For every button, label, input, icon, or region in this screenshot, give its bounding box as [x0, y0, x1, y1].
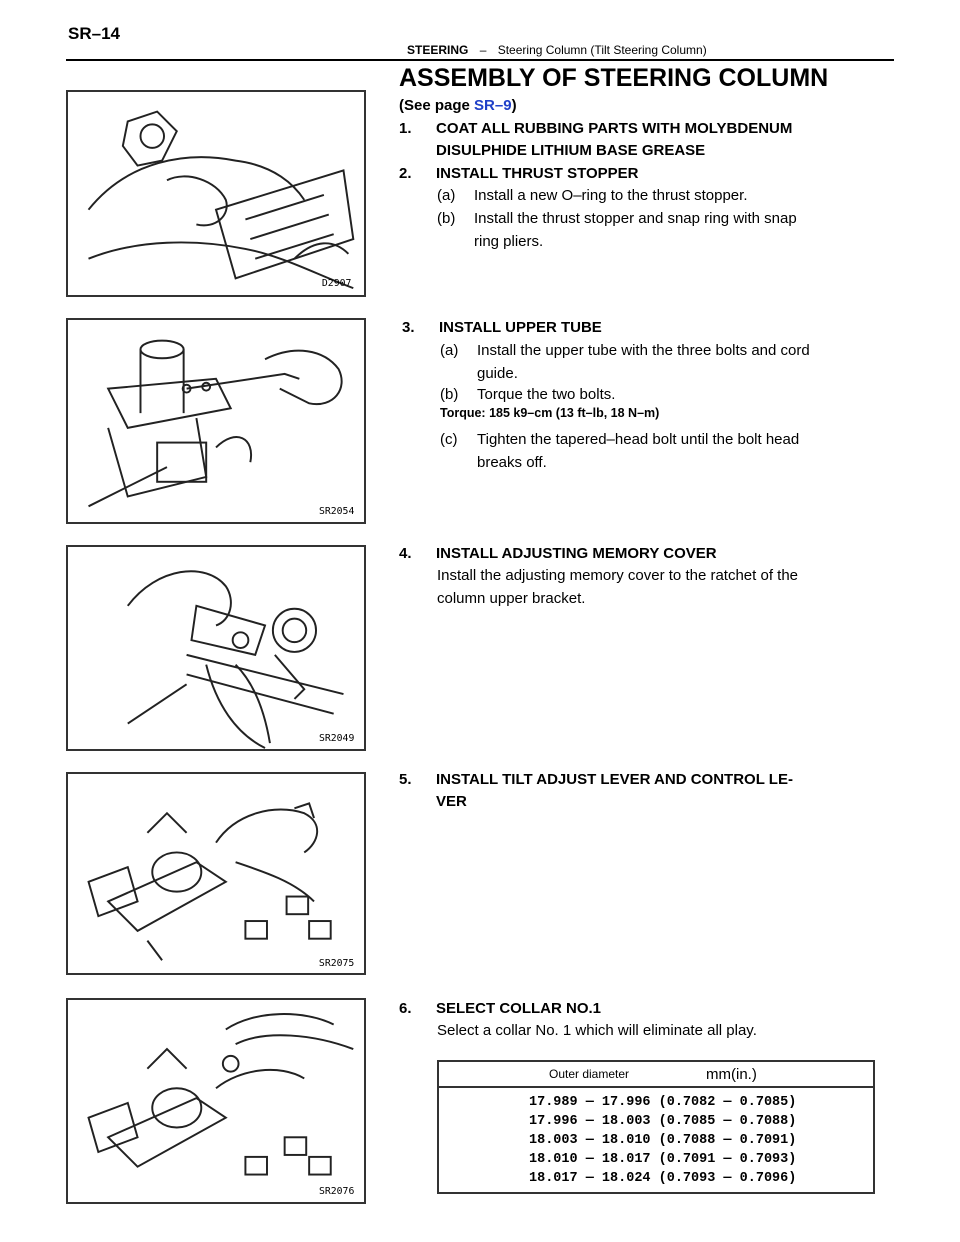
table-row: 17.989 — 17.996 (0.7082 — 0.7085) — [529, 1095, 797, 1110]
figure-collar — [66, 998, 366, 1204]
step-2b — [437, 208, 865, 254]
sub-text: Tighten the tapered–head bolt until the bolt head — [477, 431, 800, 448]
sub-text: Install the upper tube with the three bolts and cord — [477, 342, 810, 359]
step-number: 4. — [399, 545, 412, 562]
step-number: 1. — [399, 120, 412, 137]
figure-memory-cover — [66, 545, 366, 751]
step-heading-cont: DISULPHIDE LITHIUM BASE GREASE — [436, 142, 706, 159]
step-4-text-cont: column upper bracket. — [437, 590, 586, 607]
table-row: 18.003 — 18.010 (0.7088 — 0.7091) — [529, 1133, 797, 1148]
table-row: 17.996 — 18.003 (0.7085 — 0.7088) — [529, 1114, 797, 1129]
sub-text: Install the thrust stopper and snap ring with snap — [474, 210, 797, 227]
sub-label: (c) — [440, 431, 458, 448]
step-heading: INSTALL UPPER TUBE — [439, 319, 602, 336]
reference-link[interactable]: SR–9 — [474, 97, 512, 114]
sub-text: Install a new O–ring to the thrust stopper. — [474, 187, 748, 204]
figure-tilt-lever — [66, 772, 366, 975]
table-row: 18.017 — 18.024 (0.7093 — 0.7096) — [529, 1171, 797, 1186]
sub-label: (b) — [437, 210, 456, 227]
step-4 — [399, 543, 879, 565]
sub-label: (a) — [437, 187, 456, 204]
step-3c — [440, 429, 865, 475]
page-reference — [399, 97, 517, 114]
illustration-tilt-lever — [68, 774, 364, 973]
step-4-text: Install the adjusting memory cover to the ratchet of the — [437, 567, 799, 584]
step-2 — [399, 163, 879, 185]
step-3 — [402, 317, 882, 339]
page-title: ASSEMBLY OF STEERING COLUMN — [399, 64, 829, 92]
figure-code: SR2049 — [318, 733, 355, 745]
collar-size-table — [437, 1060, 875, 1194]
step-3b — [440, 384, 865, 406]
step-number: 3. — [402, 319, 415, 336]
step-1 — [399, 118, 879, 162]
reference-suffix: ) — [511, 97, 517, 114]
figure-code: SR2075 — [318, 958, 355, 970]
step-heading-cont: VER — [436, 793, 467, 810]
sub-label: (a) — [440, 342, 459, 359]
header-separator: – — [479, 43, 487, 57]
reference-prefix: (See page — [399, 97, 475, 114]
torque-spec: Torque: 185 k9–cm (13 ft–lb, 18 N–m) — [440, 406, 660, 420]
step-heading: COAT ALL RUBBING PARTS WITH MOLYBDENUM — [436, 120, 793, 137]
illustration-upper-tube — [68, 320, 364, 522]
figure-code: SR2054 — [318, 506, 355, 518]
step-6 — [399, 998, 879, 1020]
step-3a — [440, 340, 865, 386]
step-2a — [437, 185, 865, 207]
sub-text-cont: ring pliers. — [474, 233, 544, 250]
illustration-collar — [68, 1000, 364, 1202]
table-column-header: Outer diameter — [549, 1067, 630, 1081]
step-number: 5. — [399, 771, 412, 788]
header-section: STEERING — [407, 43, 469, 57]
figure-upper-tube — [66, 318, 366, 524]
figure-thrust-stopper — [66, 90, 366, 297]
step-5 — [399, 769, 879, 813]
illustration-thrust-stopper — [68, 92, 364, 295]
sub-text-cont: guide. — [477, 365, 518, 382]
step-heading: INSTALL TILT ADJUST LEVER AND CONTROL LE- — [436, 771, 793, 788]
figure-code: SR2076 — [318, 1186, 355, 1198]
step-6-text: Select a collar No. 1 which will eliminate all play. — [437, 1022, 757, 1039]
step-heading: INSTALL THRUST STOPPER — [436, 165, 639, 182]
sub-label: (b) — [440, 386, 459, 403]
table-header — [439, 1062, 873, 1088]
table-unit: mm(in.) — [706, 1066, 757, 1083]
step-number: 2. — [399, 165, 412, 182]
header-subsection: Steering Column (Tilt Steering Column) — [497, 43, 707, 57]
step-number: 6. — [399, 1000, 412, 1017]
table-row: 18.010 — 18.017 (0.7091 — 0.7093) — [529, 1152, 797, 1167]
header-rule — [66, 59, 894, 61]
step-heading: INSTALL ADJUSTING MEMORY COVER — [436, 545, 717, 562]
figure-code: D2907 — [321, 278, 352, 290]
illustration-memory-cover — [68, 547, 364, 749]
page-code: SR–14 — [68, 24, 120, 43]
sub-text-cont: breaks off. — [477, 454, 547, 471]
sub-text: Torque the two bolts. — [477, 386, 616, 403]
step-heading: SELECT COLLAR NO.1 — [436, 1000, 602, 1017]
running-header — [407, 43, 707, 57]
